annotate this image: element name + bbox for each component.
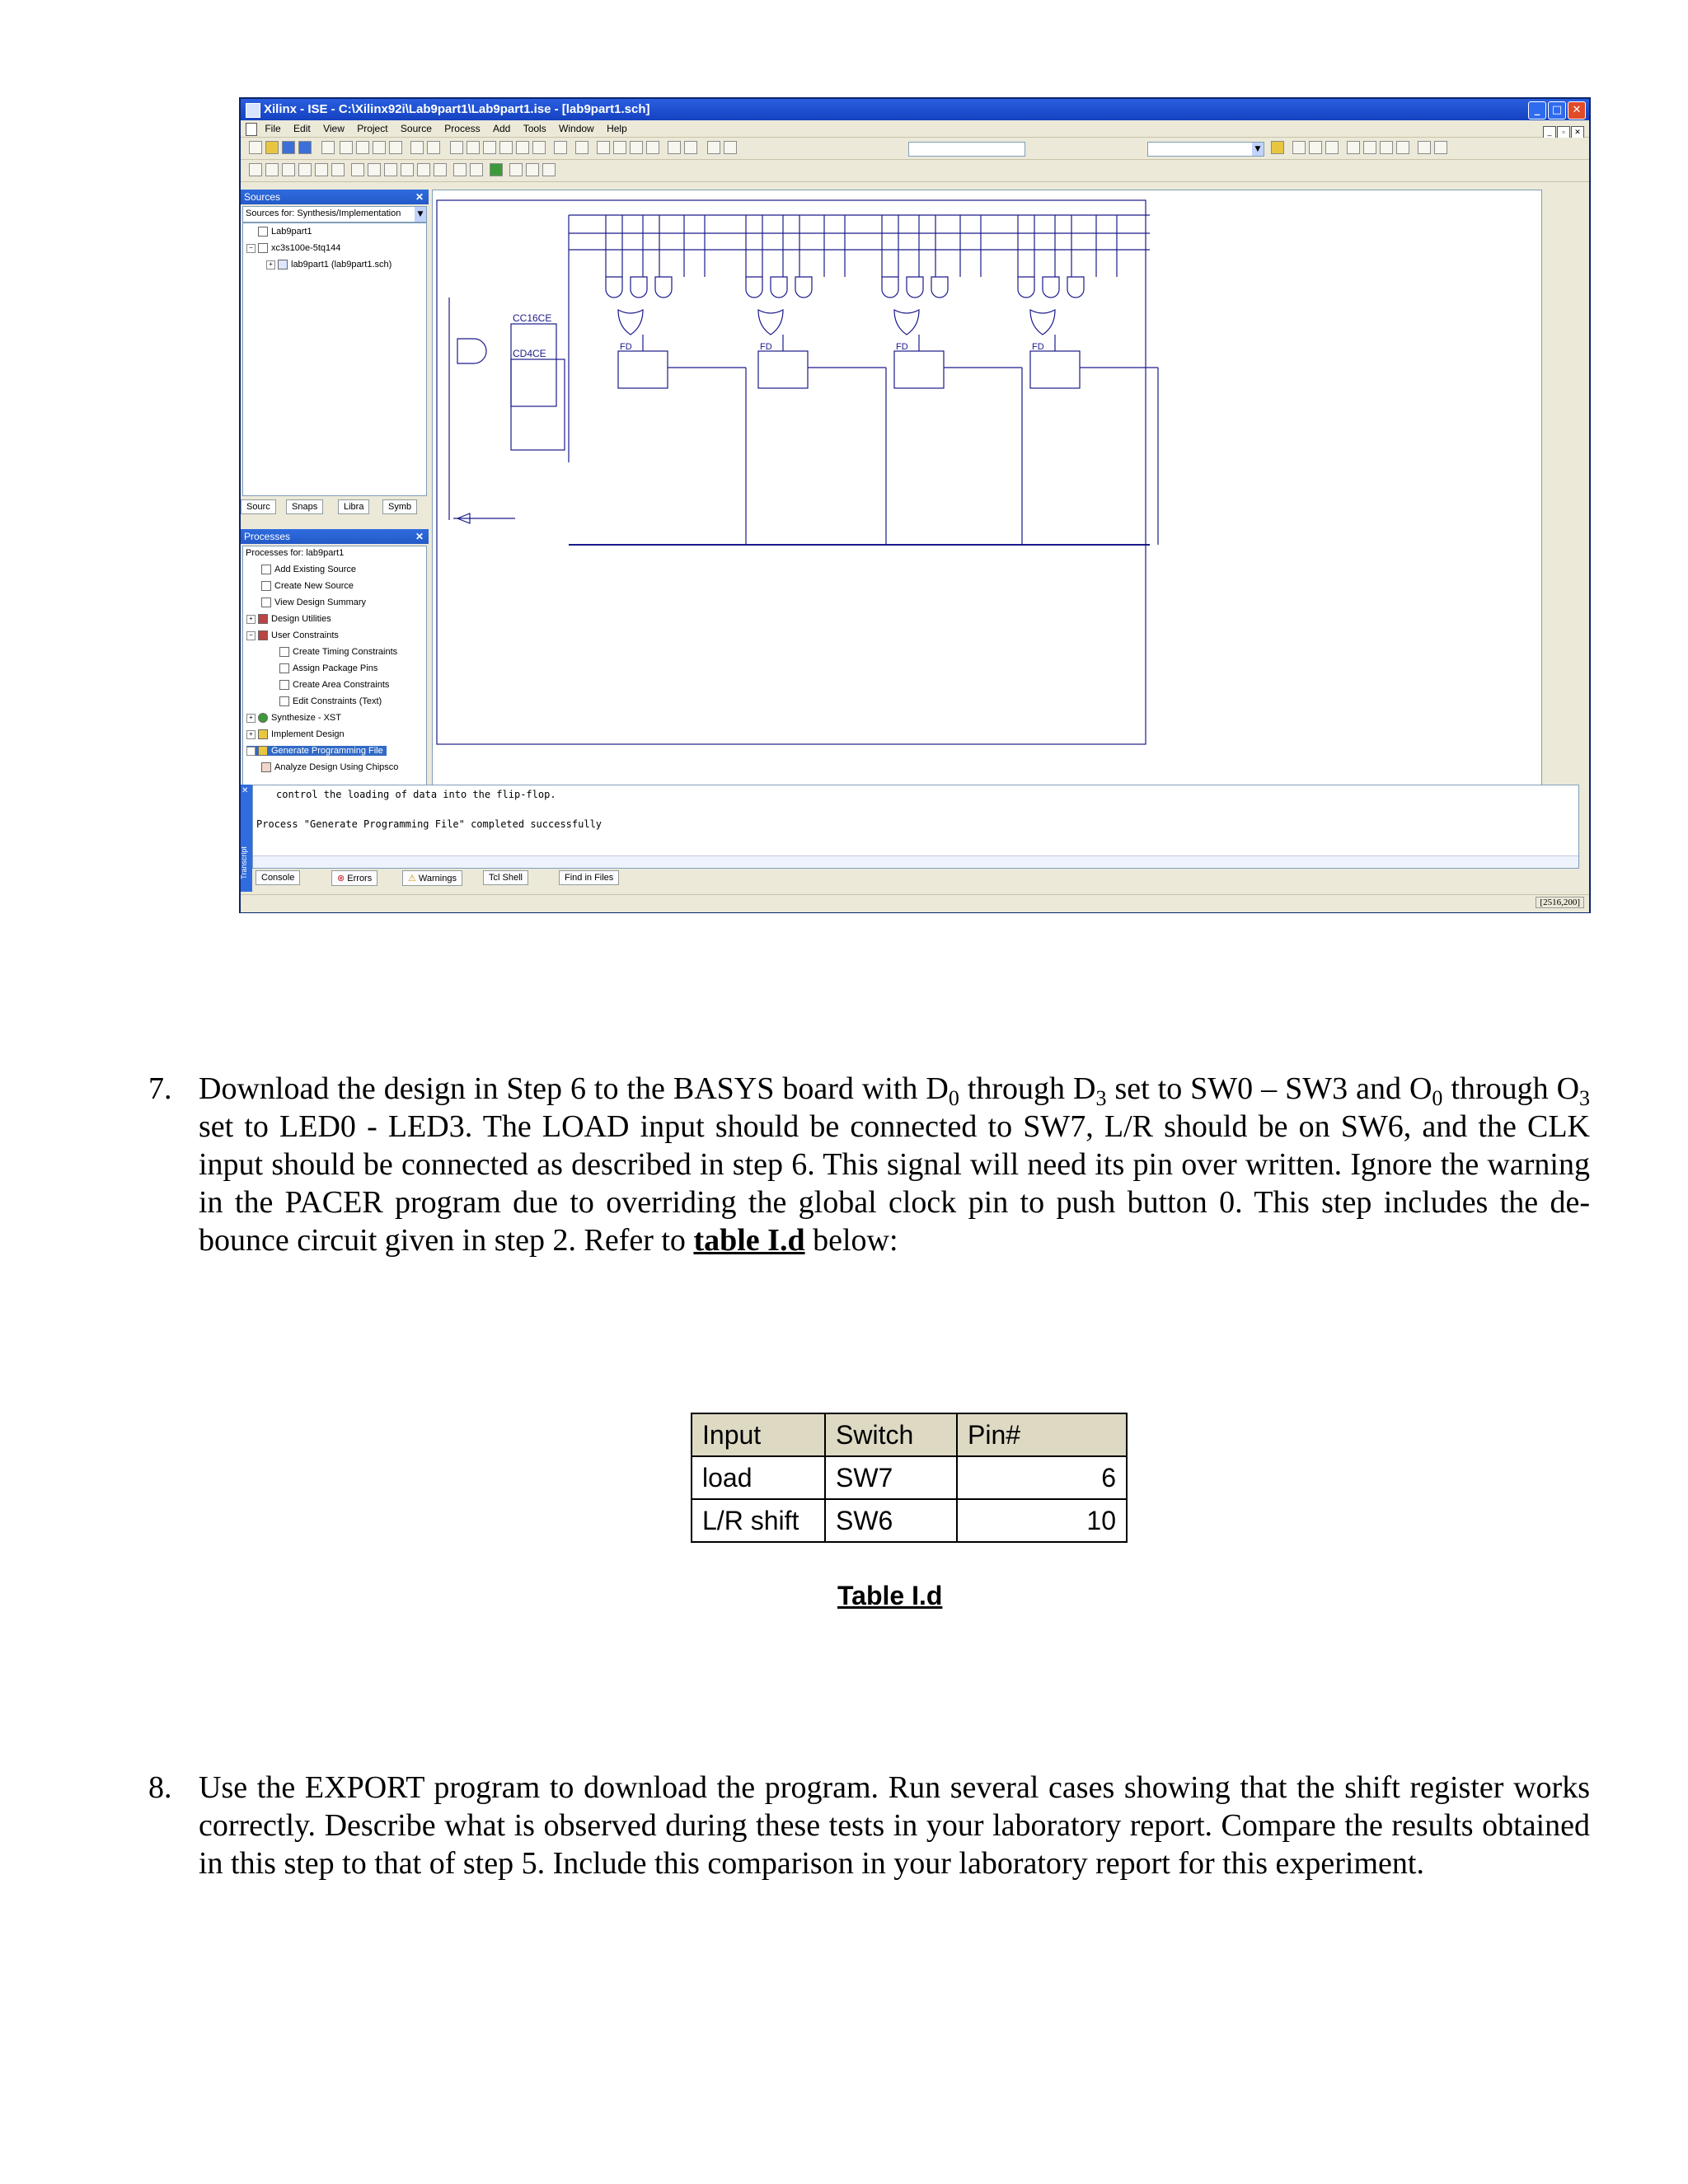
tab-warnings[interactable]: ⚠ Warnings — [402, 870, 462, 886]
zoom-select[interactable] — [1147, 142, 1264, 157]
window-icon[interactable] — [597, 141, 610, 154]
console-scrollbar[interactable] — [253, 855, 1578, 868]
and-gate — [882, 277, 898, 298]
menu-bar — [241, 120, 1589, 138]
tree-schematic[interactable]: + lab9part1 (lab9part1.sch) — [266, 260, 392, 269]
flip-flop — [1030, 351, 1080, 388]
and-gate — [606, 277, 622, 298]
flip-flop-label: FD — [760, 342, 772, 352]
table-row: L/R shift SW6 10 — [692, 1499, 1127, 1542]
menu-project[interactable]: Project — [357, 123, 388, 134]
delete-icon[interactable] — [389, 141, 402, 154]
sources-for-value: Sources for: Synthesis/Implementation — [246, 209, 401, 218]
timing-icon — [279, 647, 289, 657]
close-icon[interactable]: ✕ — [415, 191, 424, 203]
edit-icon[interactable] — [1309, 141, 1322, 154]
console-line-2: Process "Generate Programming File" completed successfully — [256, 818, 603, 830]
zoom-in-icon[interactable] — [467, 141, 480, 154]
process-create-new[interactable]: Create New Source — [261, 581, 354, 591]
process-user-constraints[interactable]: − User Constraints — [246, 630, 339, 640]
menu-file[interactable]: File — [265, 123, 281, 134]
chevron-down-icon[interactable]: ▼ — [1252, 143, 1264, 156]
hint-icon[interactable] — [1271, 141, 1284, 154]
or-gate — [758, 310, 783, 335]
add-arc-icon[interactable] — [368, 163, 381, 176]
and-gate — [771, 277, 787, 298]
cascade-icon[interactable] — [630, 141, 643, 154]
warning-icon — [258, 729, 268, 739]
step-7-text: Download the design in Step 6 to the BASYS board with $D_0$ through $D_3$ set to SW0 – SW3 and $O_0$ through $O_3$ set to LED0 - LED3. The LOAD input should be connected to SW7, L/R should be on SW6, and the CLK input should be connected as described in step 6. This signal will need its pin over written. Ignore the warning in the PACER program due to overriding the global clock pin to push button 0. This step includes the de-bounce circuit given in step 2. Refer to table I.d below: — [199, 1071, 1591, 1258]
redo-icon[interactable] — [427, 141, 440, 154]
counter-cd4ce-label: CD4CE — [513, 348, 546, 359]
or-gate — [894, 310, 919, 335]
tab-console[interactable]: Console — [256, 870, 300, 885]
and-gate — [746, 277, 762, 298]
check-schematic-icon[interactable] — [490, 163, 503, 176]
menu-view[interactable]: View — [323, 123, 345, 134]
table-row: load SW7 6 — [692, 1456, 1127, 1499]
project-icon — [258, 227, 268, 237]
table-header-row — [692, 1413, 1127, 1456]
maximize-button[interactable]: □ — [1548, 101, 1566, 120]
success-icon — [258, 713, 268, 723]
utilities-icon — [258, 614, 268, 624]
chipscope-icon — [261, 762, 271, 772]
status-bar — [241, 894, 1589, 912]
schematic-toolbar — [241, 160, 1589, 182]
tree-project[interactable]: Lab9part1 — [258, 227, 312, 237]
add-tap-icon[interactable] — [315, 163, 328, 176]
process-timing-constraints[interactable]: Create Timing Constraints — [279, 647, 397, 657]
text-file-icon — [279, 696, 289, 706]
and-gate — [907, 277, 923, 298]
save-all-icon[interactable] — [298, 141, 312, 154]
props-icon[interactable] — [1292, 141, 1306, 154]
save-icon[interactable] — [282, 141, 295, 154]
cursor-coordinates: [2516,200] — [1536, 897, 1584, 908]
process-area-constraints[interactable]: Create Area Constraints — [279, 680, 389, 690]
transcript-sidebar — [241, 785, 252, 892]
wire-icon[interactable] — [575, 141, 588, 154]
sources-header — [241, 190, 429, 204]
flip-flop — [758, 351, 808, 388]
add-marker-icon[interactable] — [331, 163, 345, 176]
zoom-fit-icon[interactable] — [499, 141, 513, 154]
run-icon[interactable] — [1418, 141, 1431, 154]
processes-for-label: Processes for: lab9part1 — [246, 548, 345, 558]
step-7-number: 7. — [148, 1071, 172, 1106]
menu-process[interactable]: Process — [444, 123, 481, 134]
tab-libraries[interactable]: Libra — [338, 499, 369, 514]
warning-icon — [258, 746, 268, 756]
add-line-icon[interactable] — [401, 163, 414, 176]
process-design-utilities[interactable]: + Design Utilities — [246, 614, 331, 624]
add-attr-icon[interactable] — [470, 163, 483, 176]
tab-errors[interactable]: ⊗ Errors — [331, 870, 377, 886]
process-edit-constraints[interactable]: Edit Constraints (Text) — [279, 696, 382, 706]
area-icon — [279, 680, 289, 690]
chip-icon — [258, 243, 268, 253]
warning-icon: ⚠ — [408, 874, 419, 883]
header-input: Input — [692, 1413, 825, 1456]
close-icon[interactable]: ✕ — [415, 531, 424, 542]
cut-icon[interactable] — [340, 141, 353, 154]
check-icon[interactable] — [450, 141, 463, 154]
flip-flop-label: FD — [896, 342, 908, 352]
open-icon[interactable] — [265, 141, 279, 154]
transcript-label: Transcript — [239, 846, 248, 879]
add-symbol-icon[interactable] — [351, 163, 364, 176]
header-pin: Pin# — [957, 1413, 1127, 1456]
find-next-icon[interactable] — [724, 141, 737, 154]
main-toolbar — [241, 138, 1589, 160]
tab-sources[interactable]: Sourc — [241, 499, 276, 514]
title-bar — [241, 99, 1589, 120]
pin-table — [691, 1413, 1128, 1543]
menu-add[interactable]: Add — [492, 123, 511, 134]
process-analyze-chipscope[interactable]: Analyze Design Using Chipsco — [261, 762, 398, 772]
stop-icon[interactable] — [1434, 141, 1447, 154]
schematic-drawing — [433, 190, 1541, 851]
select-icon[interactable] — [249, 163, 262, 176]
header-switch: Switch — [825, 1413, 957, 1456]
process-synthesize[interactable]: + Synthesize - XST — [246, 713, 341, 723]
zoom-select-icon[interactable] — [532, 141, 546, 154]
processes-title: Processes — [244, 531, 291, 542]
mdi-restore-icon[interactable]: ▫ — [1557, 126, 1570, 138]
constraints-icon — [258, 630, 268, 640]
copy-icon[interactable] — [356, 141, 369, 154]
print-icon[interactable] — [321, 141, 335, 154]
process-implement[interactable]: + Implement Design — [246, 729, 345, 739]
close-button[interactable]: ✕ — [1568, 101, 1586, 120]
and-gate — [631, 277, 647, 298]
sources-tree — [242, 223, 427, 496]
add-bus-icon[interactable] — [298, 163, 312, 176]
find-input[interactable] — [908, 142, 1025, 157]
undo-icon[interactable] — [410, 141, 424, 154]
counter-cc16ce-label: CC16CE — [513, 312, 552, 324]
add-rect-icon[interactable] — [417, 163, 430, 176]
flip-flop — [894, 351, 944, 388]
tab-snapshots[interactable]: Snaps — [286, 499, 323, 514]
minimize-button[interactable]: _ — [1528, 101, 1546, 120]
and-gate — [655, 277, 672, 298]
fpga2-icon[interactable] — [1363, 141, 1376, 154]
add-circle-icon[interactable] — [384, 163, 397, 176]
mdi-minimize-icon[interactable]: _ — [1543, 126, 1556, 138]
process-assign-pins[interactable]: Assign Package Pins — [279, 663, 377, 673]
panel-icon[interactable] — [646, 141, 659, 154]
pins-icon — [279, 663, 289, 673]
add-net-icon[interactable] — [282, 163, 295, 176]
process-generate-programming[interactable]: + Generate Programming File — [246, 746, 387, 756]
tile-icon[interactable] — [613, 141, 626, 154]
tab-symbols[interactable]: Symb — [382, 499, 417, 514]
close-icon[interactable]: ✕ — [241, 786, 249, 795]
refresh-icon[interactable] — [554, 141, 567, 154]
process-design-summary[interactable]: View Design Summary — [261, 598, 366, 607]
step-8-number: 8. — [148, 1770, 172, 1805]
tree-device[interactable]: − xc3s100e-5tq144 — [246, 243, 340, 253]
table-reference: table I.d — [693, 1223, 805, 1258]
check2-icon[interactable] — [1325, 141, 1339, 154]
add-source-icon — [261, 565, 271, 574]
menu-tools[interactable]: Tools — [523, 123, 546, 134]
flip-flop — [618, 351, 668, 388]
add-wire-icon[interactable] — [265, 163, 279, 176]
flip-flop-label: FD — [1032, 342, 1044, 352]
app-icon — [246, 103, 260, 118]
chevron-down-icon[interactable]: ▼ — [415, 207, 426, 222]
process-add-existing[interactable]: Add Existing Source — [261, 565, 356, 574]
find-icon[interactable] — [707, 141, 720, 154]
window-title: Xilinx - ISE - C:\Xilinx92i\Lab9part1\Lab9part1.ise - [lab9part1.sch] — [264, 102, 650, 116]
table-caption: Table I.d — [837, 1581, 943, 1610]
new-icon[interactable] — [249, 141, 262, 154]
menu-edit[interactable]: Edit — [293, 123, 311, 134]
and-gate — [1043, 277, 1059, 298]
processes-header — [241, 529, 429, 544]
fpga3-icon[interactable] — [1380, 141, 1393, 154]
flip-flop-label: FD — [620, 342, 632, 352]
zoom-out-icon[interactable] — [483, 141, 496, 154]
mdi-close-icon[interactable]: ✕ — [1571, 126, 1584, 138]
error-icon: ⊗ — [337, 874, 348, 883]
tab-tcl-shell[interactable]: Tcl Shell — [483, 870, 528, 885]
hier-icon[interactable] — [542, 163, 556, 176]
tab-find-in-files[interactable]: Find in Files — [559, 870, 619, 885]
new-source-icon — [261, 581, 271, 591]
ise-screenshot — [239, 97, 1591, 913]
sources-for-select[interactable] — [242, 206, 427, 223]
or-gate — [618, 310, 643, 335]
document-icon — [246, 123, 257, 136]
zoom-full-icon[interactable] — [516, 141, 529, 154]
fpga-icon[interactable] — [1347, 141, 1360, 154]
and-gate — [795, 277, 812, 298]
summary-icon — [261, 598, 271, 607]
and-gate — [931, 277, 948, 298]
help-icon[interactable] — [684, 141, 697, 154]
step-8-text: Use the EXPORT program to download the program. Run several cases showing that the shift register works correctly. Describe what is observed during these tests in your laboratory report. Compare the results obtained in this step to that of step 5. Include this comparison in your laboratory report for this experiment. — [199, 1770, 1590, 1881]
menu-window[interactable]: Window — [559, 123, 594, 134]
fpga4-icon[interactable] — [1396, 141, 1409, 154]
schematic-canvas[interactable] — [432, 190, 1542, 852]
and-gate — [1018, 277, 1034, 298]
menu-help[interactable]: Help — [607, 123, 627, 134]
console-line-1: control the loading of data into the flip-flop. — [276, 789, 556, 800]
add-text-icon[interactable] — [434, 163, 447, 176]
paste-icon[interactable] — [373, 141, 386, 154]
add-image-icon[interactable] — [453, 163, 467, 176]
and-gate — [1067, 277, 1084, 298]
console-output — [252, 785, 1579, 869]
or-gate — [1030, 310, 1055, 335]
sources-title: Sources — [244, 191, 281, 203]
push-icon[interactable] — [509, 163, 523, 176]
pop-icon[interactable] — [526, 163, 539, 176]
schematic-file-icon — [278, 260, 288, 269]
menu-source[interactable]: Source — [400, 123, 432, 134]
key-icon[interactable] — [668, 141, 681, 154]
